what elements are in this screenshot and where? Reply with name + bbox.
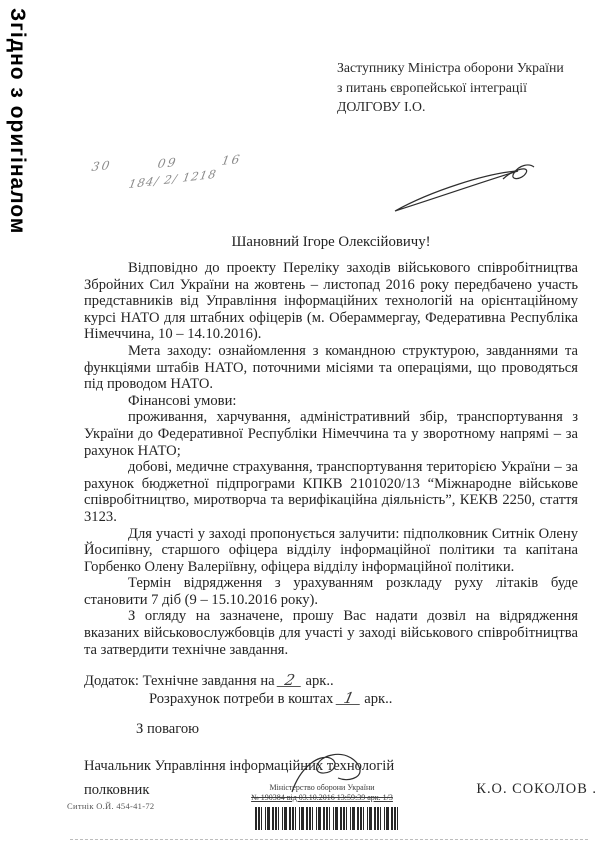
pencil-note-year: 16 bbox=[220, 152, 243, 168]
attachments-block bbox=[84, 673, 578, 708]
attachment-2-suffix: арк.. bbox=[364, 690, 393, 707]
paragraph-finance-head: Фінансові умови: bbox=[128, 392, 237, 409]
signer-position: Начальник Управління інформаційних технологій bbox=[84, 758, 395, 774]
letter-body bbox=[84, 260, 578, 658]
pencil-note-day: 30 bbox=[90, 158, 113, 174]
paragraph-participants: Для участі у заході пропонується залучити: підполковник Ситнік Олену Йосипівну, старшого офіцера відділу інформаційної політики та капітана Горбенко Олену Валеріївну, офіцера відділу інформаційної політики. bbox=[84, 525, 578, 575]
signer-name: К.О. СОКОЛОВ . bbox=[476, 781, 597, 797]
executor-contact: Ситнік О.Й. 454-41-72 bbox=[67, 801, 155, 811]
attachment-1-text: Технічне завдання на bbox=[142, 673, 275, 689]
attachment-2-sheets-handwritten: 1 bbox=[336, 692, 362, 705]
paragraph-finance-nato: проживання, харчування, адміністративний збір, транспортування з України до Федеративної Республіки Німеччина та у зворотному напрямі – за рахунок НАТО; bbox=[84, 409, 578, 459]
registration-stamp bbox=[228, 783, 416, 803]
paragraph-finance-ukr: добові, медичне страхування, транспортування територією України – за рахунок бюджетної підпрограми КПКВ 2101020/13 “Міжнародне військове співробітництво, миротворча та верифікаційна діяльність”, КЕКВ 2250, стаття 3123. bbox=[84, 459, 578, 525]
barcode bbox=[255, 807, 401, 830]
paragraph-request: З огляду на зазначене, прошу Вас надати дозвіл на відрядження вказаних військовослужбовців для участі у заході військового співробітництва та затвердити технічне завдання. bbox=[84, 608, 578, 658]
signer-rank: полковник bbox=[84, 782, 150, 798]
recipient-line-1: Заступнику Міністра оборони України bbox=[337, 60, 564, 75]
pencil-note-month: 09 bbox=[156, 155, 179, 171]
paragraph-purpose: Мета заходу: ознайомлення з командною структурою, завданнями та функціями штабів НАТО, поточними місіями та операціями, що проводяться під проводом НАТО. bbox=[84, 342, 578, 393]
attachment-2-text: Розрахунок потреби в коштах bbox=[149, 690, 334, 707]
attachment-1-sheets-handwritten: 2 bbox=[277, 674, 303, 687]
recipient-line-2: з питань європейської інтеграції bbox=[337, 79, 527, 95]
signature-flourish-icon bbox=[387, 156, 537, 218]
recipient-block bbox=[337, 58, 595, 117]
registration-stamp-number: № 190384 від 03.10.2016 13:59:39 арк. 1/3 bbox=[251, 793, 393, 802]
attachment-1-suffix: арк.. bbox=[305, 673, 334, 689]
closing-phrase: З повагою bbox=[136, 721, 200, 737]
attachment-line-2 bbox=[84, 688, 578, 709]
attachment-label: Додаток: bbox=[84, 673, 139, 689]
salutation: Шановний Ігоре Олексійовичу! bbox=[231, 234, 431, 250]
certification-stamp-vertical: Згідно з оригіналом bbox=[6, 8, 29, 235]
registration-stamp-org: Міністерство оборони України bbox=[269, 783, 375, 792]
paragraph-intro: Відповідно до проекту Переліку заходів військового співробітництва Збройних Сил України на жовтень – листопад 2016 року передбачено участь представників від Управління інформаційних технологій на орієнтаційному курсі НАТО для штабних офіцерів (м. Обераммергау, Федеративна Республіка Німеччина, 10 – 14.10.2016). bbox=[84, 260, 578, 343]
paragraph-duration: Термін відрядження з урахуванням розкладу руху літаків буде становити 7 діб (9 – 15.10.2016 року). bbox=[84, 575, 578, 608]
pencil-note-reg-number: 184/ 2/ 1218 bbox=[127, 166, 218, 192]
scan-artifact-line bbox=[70, 839, 588, 840]
attachment-line-1 bbox=[84, 673, 578, 691]
recipient-line-3: ДОЛГОВУ І.О. bbox=[337, 99, 426, 114]
